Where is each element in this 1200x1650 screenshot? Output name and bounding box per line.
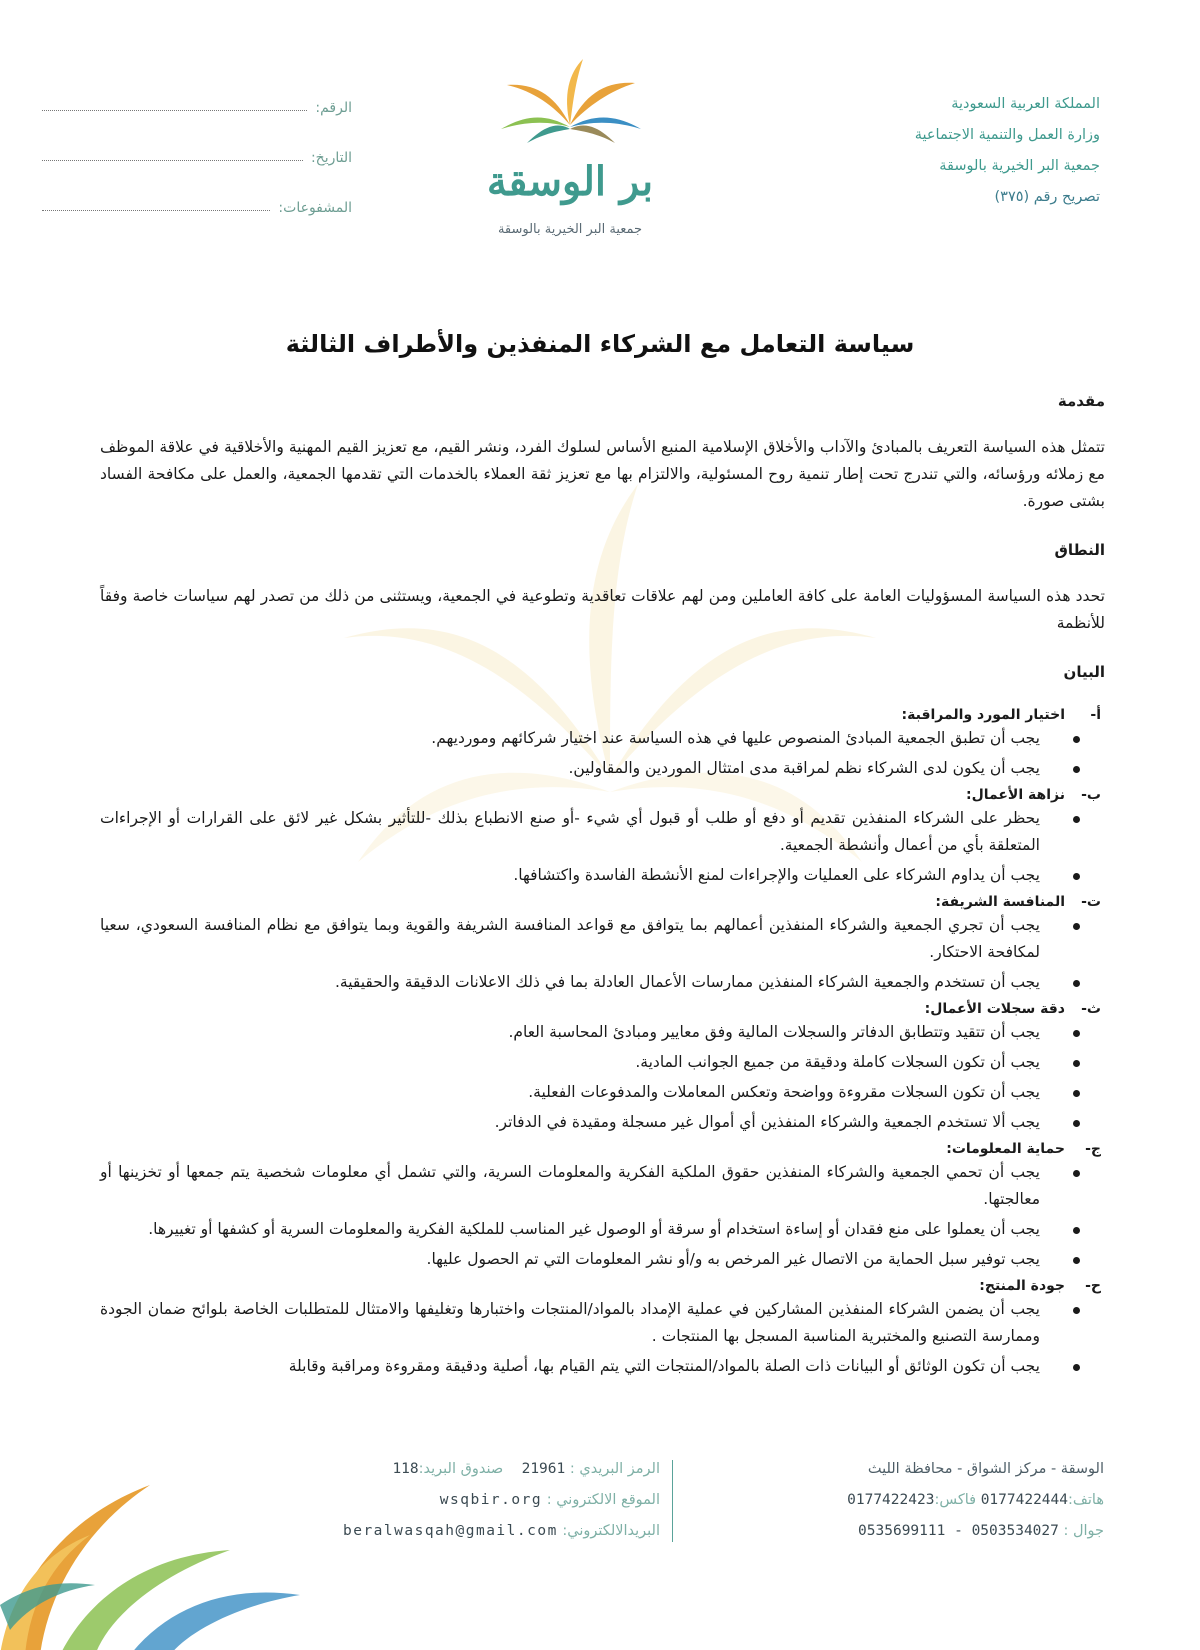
list-item [100, 862, 1040, 889]
number-label: الرقم: [315, 100, 352, 116]
item-title: نزاهة الأعمال: [965, 787, 1065, 803]
phone-label: هاتف: [1068, 1492, 1104, 1508]
list-item [100, 1049, 1040, 1076]
date-line [42, 160, 303, 161]
reference-fields [42, 90, 352, 216]
bullet-icon [1073, 1227, 1080, 1234]
list-item-text: يجب أن يضمن الشركاء المنفذين المشاركين في عملية الإمداد بالمواد/المنتجات واختبارها وتغليفها والامتثال للمتطلبات الخاصة بلوائح ضمان الجودة وممارسة التصنيع والمختبرية المناسبة المسجل بها المنتجات . [100, 1300, 1040, 1345]
intro-paragraph: تتمثل هذه السياسة التعريف بالمبادئ والآداب والأخلاق الإسلامية المنبع الأساس لسلوك الفرد، ونشر القيم، مع تعزيز القيم المهنية والأخلاقية في علاقة الموظف مع زملائه ورؤسائه، والتي تندرج تحت إطار تنمية روح المسئولية، والالتزام بها مع تعزيز ثقة العملاء بالخدمات التي تقدمها الجمعية، والعمل على مكافحة الفساد بشتى صورة. [100, 438, 1105, 510]
item-letter: أ- [1090, 707, 1101, 723]
list-item-text: يجب أن تستخدم والجمعية الشركاء المنفذين ممارسات الأعمال العادلة بما في ذلك الاعلانات الدقيقة والحقيقية. [334, 973, 1040, 991]
intro-heading: مقدمة [1057, 392, 1105, 410]
website-link[interactable]: wsqbir.org [439, 1492, 543, 1508]
email-label: البريدالالكتروني: [562, 1523, 660, 1539]
bullet-icon [1073, 736, 1080, 743]
bullet-list [100, 805, 1105, 889]
policy-item-heading [100, 999, 1105, 1019]
list-item [100, 1079, 1040, 1106]
footer-divider [672, 1460, 673, 1542]
list-item [100, 1159, 1040, 1213]
list-item-text: يجب أن تكون السجلات مقروءة وواضحة وتعكس المعاملات والمدفوعات الفعلية. [528, 1083, 1040, 1101]
attachments-field [42, 166, 352, 216]
bullet-icon [1073, 1120, 1080, 1127]
list-item [100, 755, 1040, 782]
list-item-text: يجب أن تجري الجمعية والشركاء المنفذين أعمالهم بما يتوافق مع قواعد المنافسة الشريفة والقوية وبما يتوافق مع نظام المنافسة السعودي، سعيا لمكافحة الاحتكار. [100, 916, 1040, 961]
bullet-icon [1073, 980, 1080, 987]
footer-contact [704, 1456, 1104, 1549]
pobox-label: صندوق البريد: [418, 1461, 504, 1477]
email-link[interactable]: beralwasqah@gmail.com [342, 1523, 558, 1539]
logo-caption: جمعية البر الخيرية بالوسقة [497, 222, 643, 237]
policy-item-heading [100, 1276, 1105, 1296]
mobile-label: جوال : [1063, 1523, 1104, 1539]
footer-postal-line [240, 1456, 660, 1487]
footer-postal [240, 1456, 660, 1549]
footer-mobile [704, 1518, 1104, 1549]
fax-label: فاكس: [934, 1492, 977, 1508]
scope-heading: النطاق [1054, 541, 1105, 559]
scope-paragraph: تحدد هذه السياسة المسؤوليات العامة على كافة العاملين ومن لهم علاقات تعاقدية وتطوعية في الجمعية، ويستثنى من ذلك من تصدر لهم سياسات خاصة وفقاً للأنظمة [100, 587, 1105, 632]
list-item [100, 1216, 1040, 1243]
logo-text: بر الوسقة [486, 158, 654, 205]
list-item [100, 1109, 1040, 1136]
date-label: التاريخ: [310, 150, 352, 166]
ministry-name: وزارة العمل والتنمية الاجتماعية [914, 127, 1100, 143]
list-item-text: يجب أن يعملوا على منع فقدان أو إساءة استخدام أو سرقة أو الوصول غير المناسب للملكية الفكرية والمعلومات السرية أو كشفها أو تغييرها. [148, 1220, 1040, 1238]
bullet-list [100, 1159, 1105, 1273]
item-title: اختيار المورد والمراقبة: [901, 707, 1065, 723]
statement-heading: البيان [1063, 663, 1105, 681]
footer-phone-fax [704, 1487, 1104, 1518]
number-field [42, 90, 352, 116]
item-letter: ب- [1081, 787, 1101, 803]
item-letter: ج- [1085, 1141, 1101, 1157]
bullet-list [100, 912, 1105, 996]
bullet-icon [1073, 923, 1080, 930]
item-letter: ت- [1081, 894, 1101, 910]
policy-item-heading [100, 892, 1105, 912]
bullet-icon [1073, 1060, 1080, 1067]
bullet-icon [1073, 1170, 1080, 1177]
website-label: الموقع الالكتروني : [546, 1492, 660, 1508]
document-body [100, 390, 1105, 1383]
bullet-list [100, 1296, 1105, 1380]
list-item [100, 1353, 1040, 1380]
policy-item-heading [100, 705, 1105, 725]
attachments-line [42, 210, 270, 211]
list-item-text: يجب أن تتقيد وتتطابق الدفاتر والسجلات المالية وفق معايير ومبادئ المحاسبة العام. [508, 1023, 1040, 1041]
list-item [100, 1246, 1040, 1273]
footer-address: الوسقة - مركز الشواق - محافظة الليث [867, 1461, 1104, 1477]
bullet-icon [1073, 1030, 1080, 1037]
list-item-text: يجب أن تطبق الجمعية المبادئ المنصوص عليها في هذه السياسة عند اختيار شركائهم ومورديهم. [431, 729, 1040, 747]
policy-item-heading [100, 785, 1105, 805]
list-item-text: يجب أن يكون لدى الشركاء نظم لمراقبة مدى امتثال الموردين والمقاولين. [568, 759, 1040, 777]
item-title: جودة المنتج: [979, 1278, 1065, 1294]
document-title: سياسة التعامل مع الشركاء المنفذين والأطراف الثالثة [285, 330, 915, 358]
postal-code-label: الرمز البريدي : [569, 1461, 660, 1477]
charity-logo-icon [465, 55, 675, 250]
list-item-text: يحظر على الشركاء المنفذين تقديم أو دفع أو طلب أو قبول أي شيء -أو صنع الانطباع بذلك -للتأثير بشكل غير لائق على القرارات أو الإجراءات المتعلقة بأي من أعمال وأنشطة الجمعية. [100, 809, 1040, 854]
item-title: المنافسة الشريفة: [935, 894, 1065, 910]
organization-header [780, 90, 1100, 214]
bullet-icon [1073, 1364, 1080, 1371]
list-item-text: يجب أن تكون الوثائق أو البيانات ذات الصلة بالمواد/المنتجات التي يتم القيام بها، أصلية ودقيقة ومقروءة ومراقبة وقابلة [288, 1357, 1040, 1375]
country-name: المملكة العربية السعودية [951, 96, 1100, 112]
list-item-text: يجب أن تكون السجلات كاملة ودقيقة من جميع الجوانب المادية. [635, 1053, 1040, 1071]
fax-number: 0177422423 [847, 1492, 935, 1508]
date-field [42, 116, 352, 166]
list-item [100, 1019, 1040, 1046]
list-item-text: يجب أن تحمي الجمعية والشركاء المنفذين حقوق الملكية الفكرية والمعلومات السرية، والتي تشمل أي معلومات شخصية يتم جمعها أو تخزينها أو معالجتها. [100, 1163, 1040, 1208]
list-item [100, 725, 1040, 752]
list-item [100, 805, 1040, 859]
attachments-label: المشفوعات: [278, 200, 352, 216]
footer-email-line [240, 1518, 660, 1549]
list-item-text: يجب ألا تستخدم الجمعية والشركاء المنفذين أي أموال غير مسجلة ومقيدة في الدفاتر. [494, 1113, 1040, 1131]
bullet-icon [1073, 816, 1080, 823]
policy-item-heading [100, 1139, 1105, 1159]
bullet-icon [1073, 1090, 1080, 1097]
phone-number: 0177422444 [980, 1492, 1068, 1508]
number-line [42, 110, 307, 111]
letterhead-footer [0, 1420, 1200, 1650]
list-item [100, 969, 1040, 996]
item-title: دقة سجلات الأعمال: [924, 1001, 1065, 1017]
list-item-text: يجب أن يداوم الشركاء على العمليات والإجراءات لمنع الأنشطة الفاسدة واكتشافها. [513, 866, 1040, 884]
item-title: حماية المعلومات: [946, 1141, 1065, 1157]
item-letter: ح- [1085, 1278, 1101, 1294]
bullet-icon [1073, 873, 1080, 880]
permit-number: تصريح رقم (٣٧٥) [994, 189, 1100, 205]
pobox-number: 118 [392, 1461, 419, 1477]
bullet-icon [1073, 766, 1080, 773]
mobile-number: 0503534027 - 0535699111 [858, 1523, 1059, 1539]
list-item [100, 1296, 1040, 1350]
bullet-icon [1073, 1307, 1080, 1314]
list-item-text: يجب توفير سبل الحماية من الاتصال غير المرخص به و/أو نشر المعلومات التي تم الحصول عليها. [426, 1250, 1040, 1268]
footer-website-line [240, 1487, 660, 1518]
bullet-list [100, 1019, 1105, 1136]
charity-name: جمعية البر الخيرية بالوسقة [939, 158, 1100, 174]
item-letter: ث- [1081, 1001, 1101, 1017]
postal-code: 21961 [521, 1461, 566, 1477]
bullet-list [100, 725, 1105, 782]
list-item [100, 912, 1040, 966]
bullet-icon [1073, 1257, 1080, 1264]
